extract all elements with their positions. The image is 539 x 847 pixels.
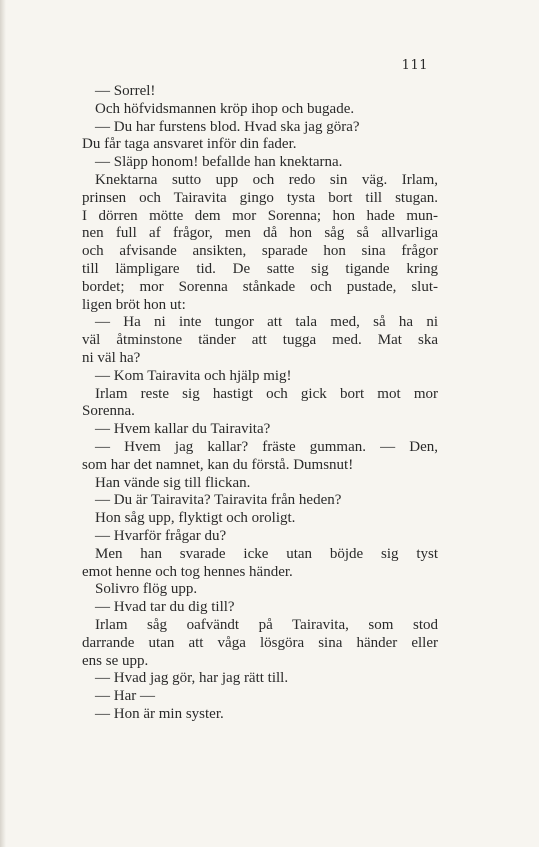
- text-line: darrande utan att våga lösgöra sina händer eller: [82, 634, 438, 651]
- text-line: Sorenna.: [82, 403, 135, 420]
- text-line: nen full af frågor, men då hon såg så allvarliga: [82, 225, 438, 242]
- text-line: — Kom Tairavita och hjälp mig!: [95, 367, 292, 384]
- text-line: Han vände sig till flickan.: [95, 474, 251, 491]
- text-line: — Hvad jag gör, har jag rätt till.: [95, 670, 289, 687]
- text-line: I dörren mötte dem mor Sorenna; hon hade mun-: [82, 207, 438, 224]
- text-line: och afvisande ansikten, sparade hon sina frågor: [82, 243, 438, 260]
- text-line: ligen bröt hon ut:: [82, 296, 186, 313]
- body-text: [82, 83, 438, 724]
- text-line: Solivro flög upp.: [95, 581, 198, 598]
- text-line: Men han svarade icke utan böjde sig tyst: [95, 545, 438, 562]
- text-line: Irlam reste sig hastigt och gick bort mot mor: [95, 385, 438, 402]
- text-line: emot henne och tog hennes händer.: [82, 563, 293, 580]
- text-line: bordet; mor Sorenna stånkade och pustade, slut-: [82, 278, 438, 295]
- text-line: ens se upp.: [82, 652, 149, 669]
- text-line: — Hon är min syster.: [95, 705, 224, 722]
- text-line: — Har —: [95, 688, 155, 705]
- text-line: — Hvad tar du dig till?: [95, 599, 235, 616]
- text-line: — Du är Tairavita? Tairavita från heden?: [95, 492, 342, 509]
- text-line: Och höfvidsmannen kröp ihop och bugade.: [95, 100, 355, 117]
- text-line: prinsen och Tairavita gingo tysta bort till stugan.: [82, 189, 438, 206]
- text-line: — Hvarför frågar du?: [95, 527, 227, 544]
- text-line: väl åtminstone tänder att tugga med. Mat ska: [82, 332, 438, 349]
- text-line: Du får taga ansvaret inför din fader.: [82, 136, 297, 153]
- text-line: — Hvem jag kallar? fräste gumman. — Den,: [95, 438, 438, 455]
- text-line: — Släpp honom! befallde han knektarna.: [95, 154, 343, 171]
- text-line: till lämpligare tid. De satte sig tigande kring: [82, 260, 438, 277]
- text-line: som har det namnet, kan du förstå. Dumsnut!: [82, 456, 354, 473]
- page-number: 111: [401, 58, 428, 73]
- text-line: Irlam såg oafvändt på Tairavita, som stod: [95, 616, 438, 633]
- text-line: Knektarna sutto upp och redo sin väg. Irlam,: [95, 171, 438, 188]
- text-line: — Sorrel!: [95, 83, 156, 99]
- page-edge: [0, 0, 6, 847]
- text-line: — Du har furstens blod. Hvad ska jag göra?: [95, 118, 360, 135]
- text-line: — Ha ni inte tungor att tala med, så ha ni: [95, 314, 438, 331]
- text-line: — Hvem kallar du Tairavita?: [95, 421, 271, 438]
- text-line: ni väl ha?: [82, 349, 141, 366]
- text-line: Hon såg upp, flyktigt och oroligt.: [95, 510, 296, 527]
